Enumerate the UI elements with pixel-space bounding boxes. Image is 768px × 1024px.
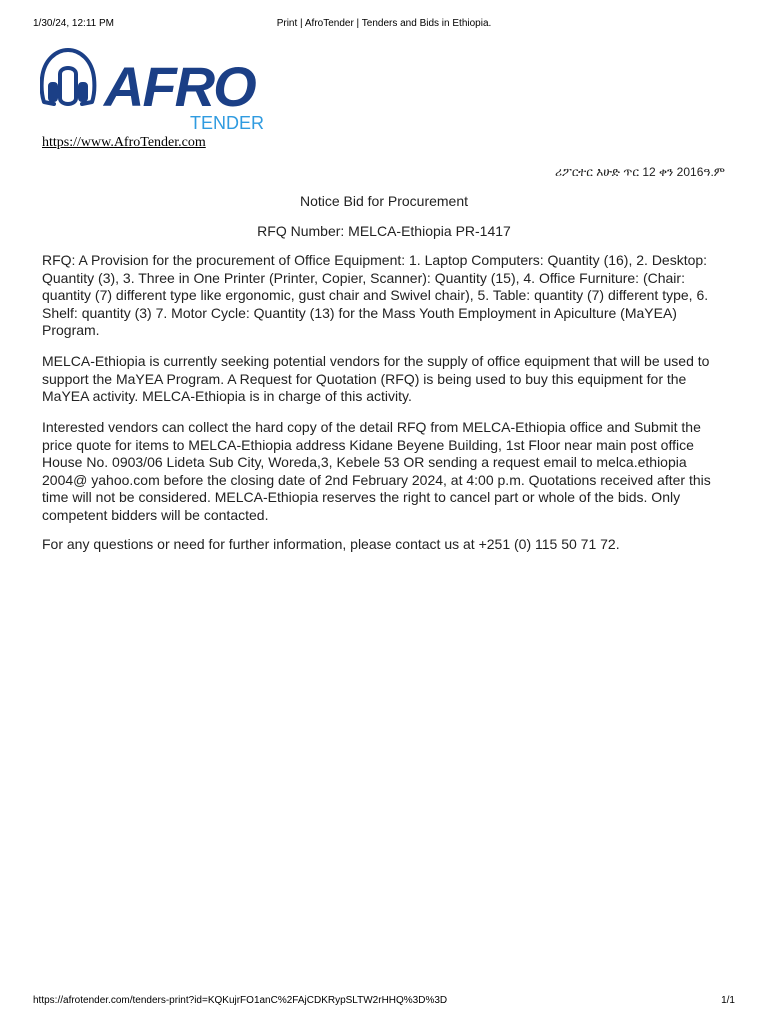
print-footer: [33, 995, 735, 1009]
print-page-title: Print | AfroTender | Tenders and Bids in Ethiopia.: [276, 18, 492, 29]
rfq-number: RFQ Number: MELCA-Ethiopia PR-1417: [257, 223, 511, 239]
afrotender-logo: [40, 46, 265, 134]
afrotender-logo-graphic: [40, 46, 265, 134]
logo-brand-text: AFRO: [104, 55, 255, 118]
amharic-date: ሪፖርተር እሁድ ጥር 12 ቀን 2016ዓ.ም: [555, 165, 725, 179]
print-header: [33, 18, 735, 32]
notice-paragraph-purpose: MELCA-Ethiopia is currently seeking potential vendors for the supply of office equipment that will be used to support the MaYEA Program. A Request for Quotation (RFQ) is being used to buy this equipment for the MaYEA activity. MELCA-Ethiopia is in charge of this activity.: [42, 353, 710, 404]
print-page-indicator: 1/1: [721, 995, 735, 1006]
notice-paragraph-submission: Interested vendors can collect the hard copy of the detail RFQ from MELCA-Ethiopia office and Submit the price quote for items to MELCA-Ethiopia address Kidane Beyene Building, 1st Floor near main post office House No. 0903/06 Lideta Sub City, Woreda,3, Kebele 53 OR sending a request email to melca.ethiopia 2004@ yahoo.com before the closing date of 2nd February 2024, at 4:00 p.m. Quotations received after this time will not be considered. MELCA-Ethiopia reserves the right to cancel part or whole of the bids. Only competent bidders will be contacted.: [42, 419, 711, 523]
logo-sub-text: TENDER: [190, 113, 265, 133]
notice-paragraph-contact: For any questions or need for further information, please contact us at +251 (0) 115 50 71 72.: [42, 536, 620, 552]
print-datetime: 1/30/24, 12:11 PM: [33, 18, 114, 29]
site-url-link[interactable]: https://www.AfroTender.com: [42, 135, 206, 150]
print-footer-url: https://afrotender.com/tenders-print?id=KQKujrFO1anC%2FAjCDKRypSLTW2rHHQ%3D%3D: [33, 995, 448, 1006]
notice-paragraph-items: RFQ: A Provision for the procurement of Office Equipment: 1. Laptop Computers: Quantity (16), 2. Desktop: Quantity (3), 3. Three in One Printer (Printer, Copier, Scanner): Quantity (15), 4. Office Furniture: (Chair: quantity (7) different type like ergonomic, gust chair and Swivel chair), 5. Table: quantity (7) different type, 6. Shelf: quantity (3) 7. Motor Cycle: Quantity (13) for the Mass Youth Employment in Apiculture (MaYEA) Program.: [42, 252, 709, 338]
notice-title: Notice Bid for Procurement: [299, 193, 469, 209]
